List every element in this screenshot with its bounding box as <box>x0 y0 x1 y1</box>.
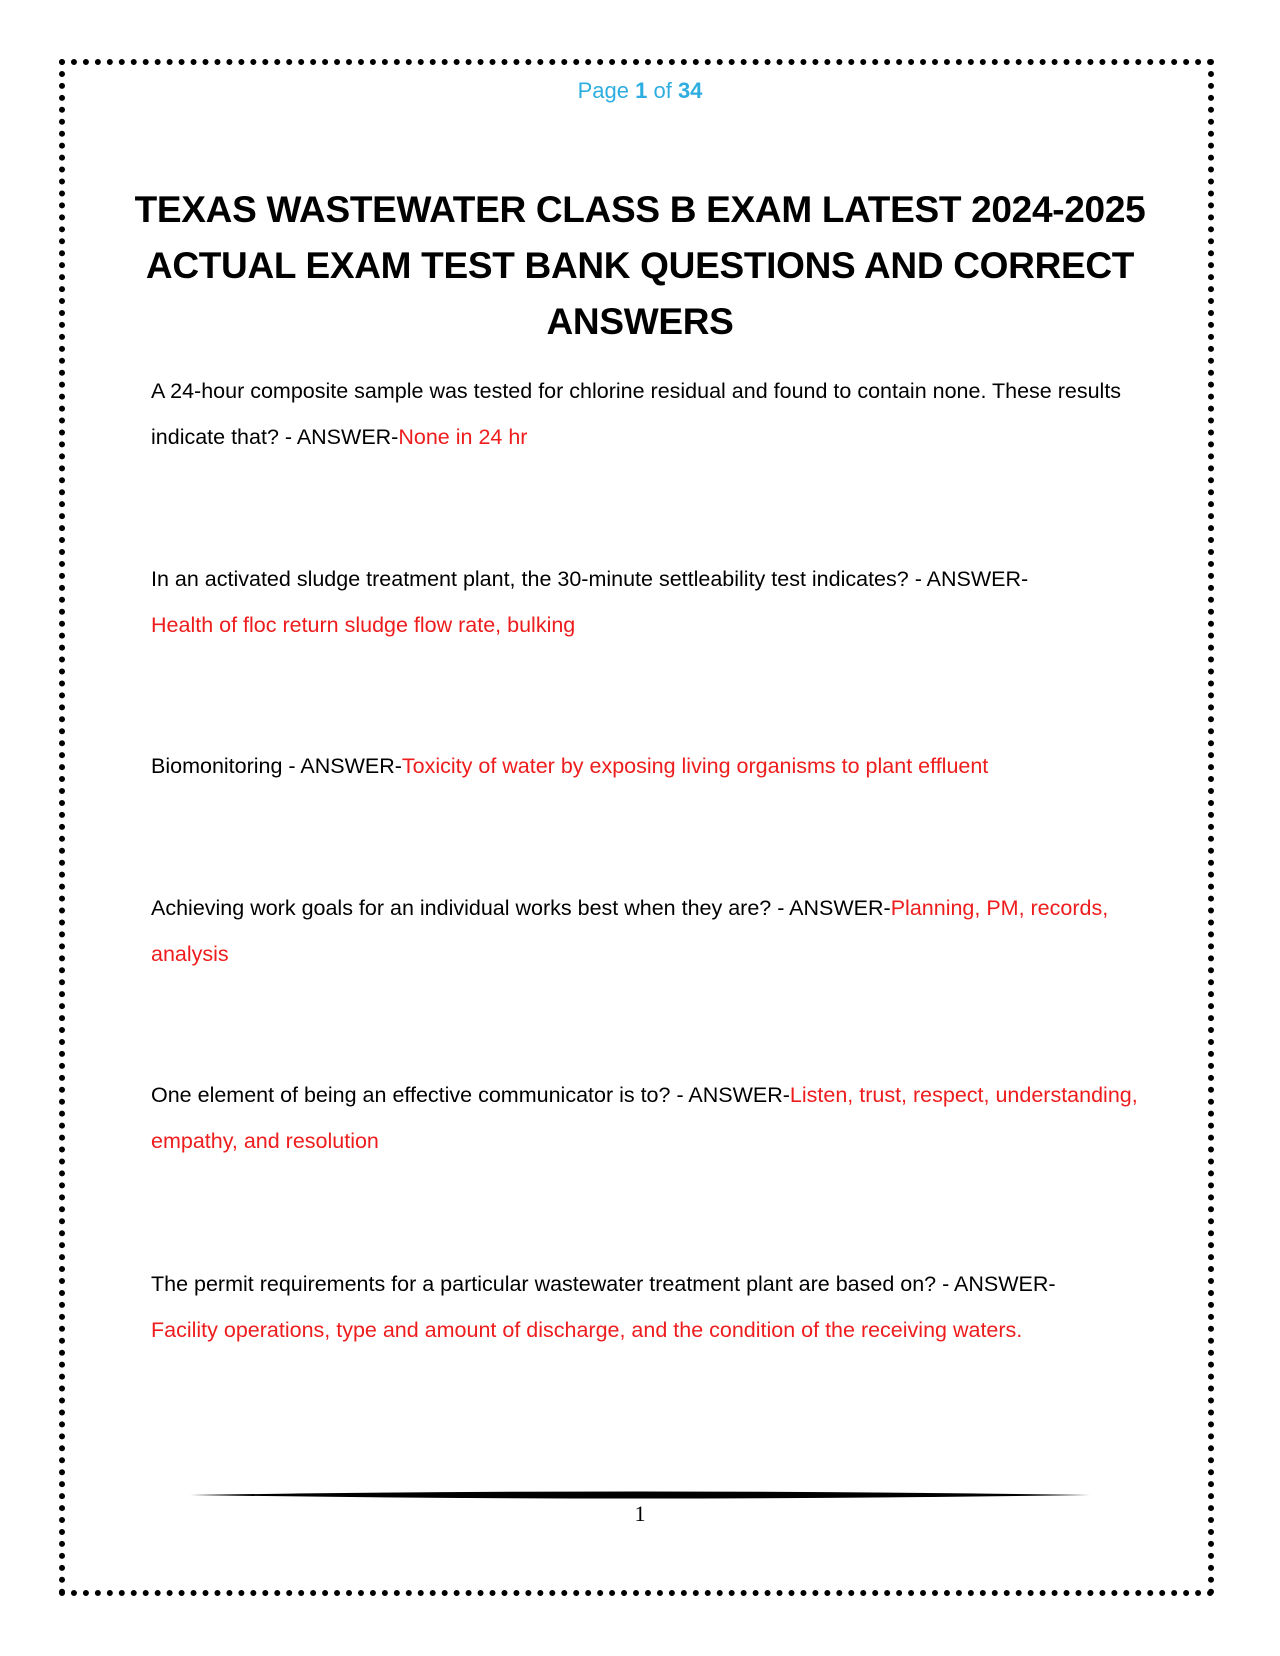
question-text: The permit requirements for a particular wastewater treatment plant are based on? - ANSWER- <box>151 1272 1056 1296</box>
question-text: A 24-hour composite sample was tested for chlorine residual and found to contain none. These results indicate that? - ANSWER- <box>151 379 1122 449</box>
answer-text: Listen, trust, respect, understanding, empathy, and resolution <box>151 1083 1138 1153</box>
question-text: In an activated sludge treatment plant, the 30-minute settleability test indicates? - ANSWER- <box>151 567 1029 591</box>
qa-item-2 <box>151 556 1141 648</box>
page-header <box>0 78 1280 104</box>
answer-text: None in 24 hr <box>398 425 528 449</box>
answer-text: Planning, PM, records, analysis <box>151 896 1109 966</box>
question-text: Achieving work goals for an individual works best when they are? - ANSWER- <box>151 896 891 920</box>
qa-item-5 <box>151 1072 1141 1164</box>
answer-text: Health of floc return sludge flow rate, bulking <box>151 613 576 637</box>
page-number: 1 <box>634 1501 646 1526</box>
answer-text: Facility operations, type and amount of discharge, and the condition of the receiving waters. <box>151 1318 1023 1342</box>
qa-item-1 <box>151 368 1141 460</box>
qa-item-3 <box>151 743 1141 789</box>
document-title: TEXAS WASTEWATER CLASS B EXAM LATEST 2024-2025 ACTUAL EXAM TEST BANK QUESTIONS AND CORRECT ANSWERS <box>134 189 1146 342</box>
answer-text: Toxicity of water by exposing living organisms to plant effluent <box>401 754 989 778</box>
qa-item-4 <box>151 885 1141 977</box>
qa-item-6 <box>151 1261 1141 1353</box>
footer-divider <box>190 1490 1090 1500</box>
question-text: Biomonitoring - ANSWER- <box>151 754 402 778</box>
total-pages: 34 <box>677 78 703 103</box>
of-label: of <box>653 78 672 103</box>
question-text: One element of being an effective communicator is to? - ANSWER- <box>151 1083 790 1107</box>
current-page: 1 <box>635 78 648 103</box>
page-prefix: Page <box>577 78 629 103</box>
